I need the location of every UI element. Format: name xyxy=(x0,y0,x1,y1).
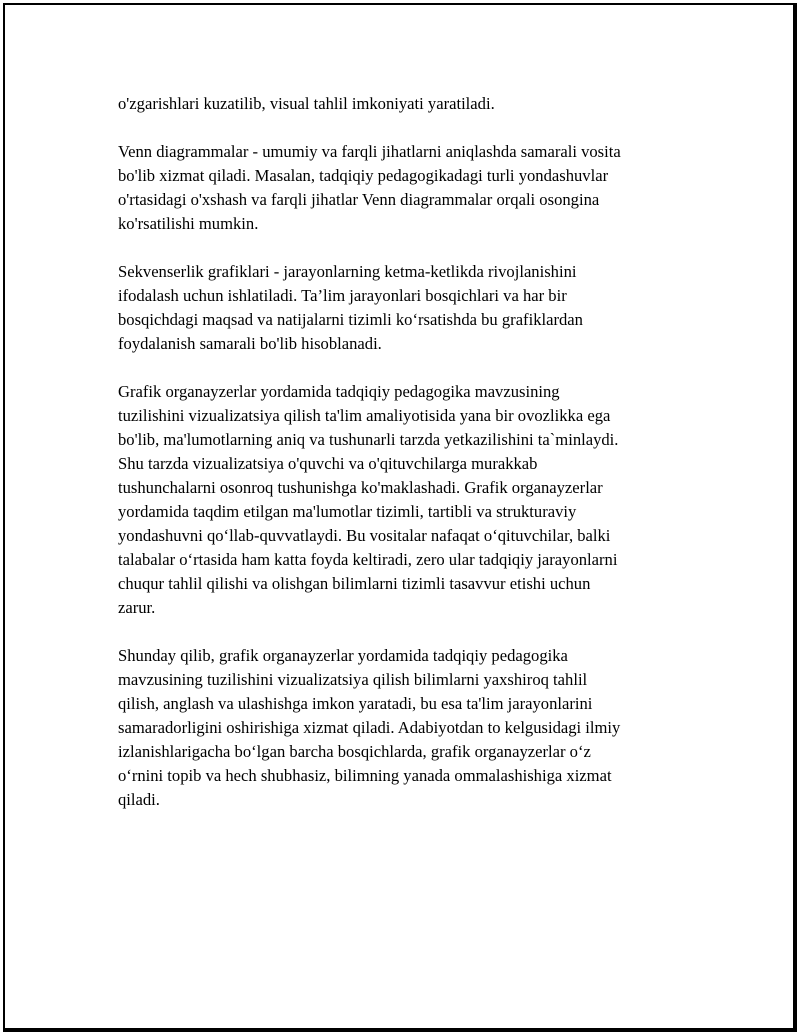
text-line: tuzilishini vizualizatsiya qilish ta'lim amaliyotisida yana bir ovozlikka ega xyxy=(118,406,611,425)
text-line: izlanishlarigacha bo‘lgan barcha bosqichlarda, grafik organayzerlar o‘z xyxy=(118,742,591,761)
text-line: ifodalash uchun ishlatiladi. Ta’lim jarayonlari bosqichlari va har bir xyxy=(118,286,567,305)
text-line: qiladi. xyxy=(118,790,160,809)
paragraph-1 xyxy=(118,92,688,116)
text-line: Grafik organayzerlar yordamida tadqiqiy pedagogika mavzusining xyxy=(118,382,560,401)
text-line: chuqur tahlil qilishi va olishgan bilimlarni tizimli tasavvur etishi uchun xyxy=(118,574,591,593)
paragraph-sequence-charts xyxy=(118,260,688,356)
text-line: bo'lib, ma'lumotlarning aniq va tushunarli tarzda yetkazilishini ta`minlaydi. xyxy=(118,430,619,449)
text-line: qilish, anglash va ulashishga imkon yaratadi, bu esa ta'lim jarayonlarini xyxy=(118,694,593,713)
text-line: tushunchalarni osonroq tushunishga ko'maklashadi. Grafik organayzerlar xyxy=(118,478,603,497)
paragraph-venn-diagrams xyxy=(118,140,688,236)
text-line: bo'lib xizmat qiladi. Masalan, tadqiqiy pedagogikadagi turli yondashuvlar xyxy=(118,166,609,185)
text-line: o'zgarishlari kuzatilib, visual tahlil imkoniyati yaratiladi. xyxy=(118,94,495,113)
paragraph-conclusion xyxy=(118,644,688,812)
text-line: talabalar o‘rtasida ham katta foyda keltiradi, zero ular tadqiqiy jarayonlarni xyxy=(118,550,618,569)
text-line: yondashuvni qo‘llab-quvvatlaydi. Bu vositalar nafaqat o‘qituvchilar, balki xyxy=(118,526,611,545)
text-line: bosqichdagi maqsad va natijalarni tizimli ko‘rsatishda bu grafiklardan xyxy=(118,310,583,329)
text-line: Shu tarzda vizualizatsiya o'quvchi va o'qituvchilarga murakkab xyxy=(118,454,538,473)
text-line: foydalanish samarali bo'lib hisoblanadi. xyxy=(118,334,382,353)
text-line: o‘rnini topib va hech shubhasiz, bilimning yanada ommalashishiga xizmat xyxy=(118,766,612,785)
paragraph-graphic-organizers xyxy=(118,380,688,620)
text-line: Shunday qilib, grafik organayzerlar yordamida tadqiqiy pedagogika xyxy=(118,646,568,665)
text-line: mavzusining tuzilishini vizualizatsiya qilish bilimlarni yaxshiroq tahlil xyxy=(118,670,588,689)
text-line: zarur. xyxy=(118,598,156,617)
text-line: ko'rsatilishi mumkin. xyxy=(118,214,259,233)
text-line: o'rtasidagi o'xshash va farqli jihatlar Venn diagrammalar orqali osongina xyxy=(118,190,600,209)
text-line: yordamida taqdim etilgan ma'lumotlar tizimli, tartibli va strukturaviy xyxy=(118,502,577,521)
document-body xyxy=(118,92,688,836)
text-line: samaradorligini oshirishiga xizmat qiladi. Adabiyotdan to kelgusidagi ilmiy xyxy=(118,718,621,737)
text-line: Sekvenserlik grafiklari - jarayonlarning ketma-ketlikda rivojlanishini xyxy=(118,262,577,281)
text-line: Venn diagrammalar - umumiy va farqli jihatlarni aniqlashda samarali vosita xyxy=(118,142,621,161)
